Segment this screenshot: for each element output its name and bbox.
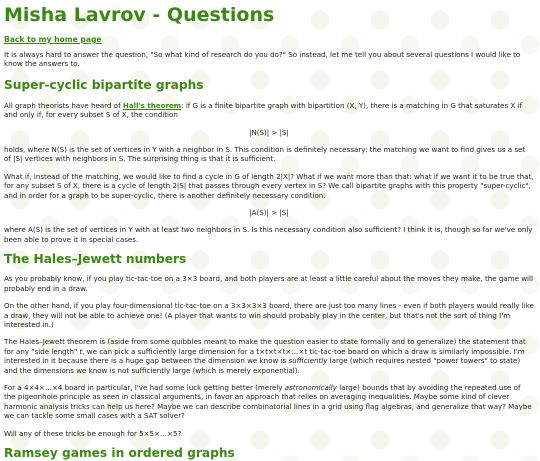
bounds-text-a: For a 4×4×…×4 board in particular, I've had some luck getting better (merely [4,382,285,392]
four-d-paragraph: On the other hand, if you play four-dimensional tic-tac-toe on a 3×3×3×3 board, there are just too many lines - even if both players would really like a draw, they will not be able to achieve one! (A player that wants to win should probably play in the center, but that's not the sort of thing I'm interested in.) [4,301,534,329]
hj-text-c: large (which requires nested "power towers" to state) and the dimensions we know is not sufficiently large (which is merely exponential). [4,356,521,375]
bounds-text-b: large) bounds that by avoiding the repeated use of the pigeonhole principle as seen in classical arguments, in favor an approach that relies on averaging inequalities. Maybe some kind of clever harmonic analysis tricks can help us here? Maybe we can describe combinatorial lines in a grid using flag algebras, and generalize that way? Maybe we can tackle some small cases with a SAT solver? [4,382,532,421]
equation-hall: |N(S)| > |S| [249,127,289,137]
hj-text-b: , we can pick a sufficiently large dimension for a t×t×t×t×…×t tic-tac-toe board on which a draw is similarly impossible. I'm interested in it because there is a huge gap between the dimension we know is [4,346,525,366]
tictactoe-paragraph: As you probably know, if you play tic-tac-toe on a 3×3 board, and both players are at least a little careful about the moves they make, the game will probably end in a draw. [4,274,533,293]
bounds-text-em: astronomically [284,382,337,392]
intro-paragraph: It is always hard to answer the question, "So what kind of research do you do?" So instead, let me tell you about several questions I would like to know the answers to. [4,50,521,69]
bounds-paragraph [4,383,534,421]
page-title: Misha Lavrov - Questions [4,4,275,26]
cyclic-text-post: neighbors in S. Is this necessary condition also sufficient? I think it is, though so far we've only been able to prove it in special cases. [4,225,533,244]
five-question: Will any of these tricks be enough for 5×5×…×5? [4,428,182,438]
section-heading-super-cyclic: Super-cyclic bipartite graphs [4,77,204,92]
cycle-paragraph: What if, instead of the matching, we would like to find a cycle in G of length 2|X|? What if we want more than that: what if we want it to be true that, for any subset S of X, there is a cycle of length 2|S| that passes through every vertex in S? We call bipartite graphs with this property "super-cyclic", and in order for a graph to be super-cyclic, there is another definitely necessary condition: [4,171,534,200]
cyclic-text-pre: where A(S) is the set of vertices in Y with at least [4,225,182,235]
hj-text-em: sufficiently [288,356,328,366]
hall-explanation: holds, where N(S) is the set of vertices in Y with a neighbor in S. This condition is definitely necessary: the matching we want to find gives us a set of |S| vertices with neighbors in S. The surprising thing is that it is sufficient. [4,145,526,164]
hall-paragraph [4,101,534,120]
hall-text-pre: All graph theorists have heard of [4,100,123,110]
section-heading-hales-jewett: The Hales–Jewett numbers [4,252,187,267]
home-link[interactable]: Back to my home page [4,35,102,44]
hj-text-t: t [79,346,83,356]
hall-text-post: : if G is a finite bipartite graph with bipartition (X, Y), there is a matching in G that saturates X if and only if, for every subset S of X, the condition [4,100,523,120]
equation-cyclic: |A(S)| > |S| [249,208,289,218]
cyclic-explanation [4,225,534,244]
hj-text-a: The Hales–Jewett theorem is (aside from some quibbles meant to make the question easier to state formally and to generalize) the statement that for any "side length" [4,337,526,356]
hales-jewett-paragraph [4,337,534,375]
section-heading-ramsey: Ramsey games in ordered graphs [4,445,235,460]
halls-theorem-link[interactable]: Hall's theorem [122,100,182,110]
cyclic-text-em: two [181,225,194,235]
